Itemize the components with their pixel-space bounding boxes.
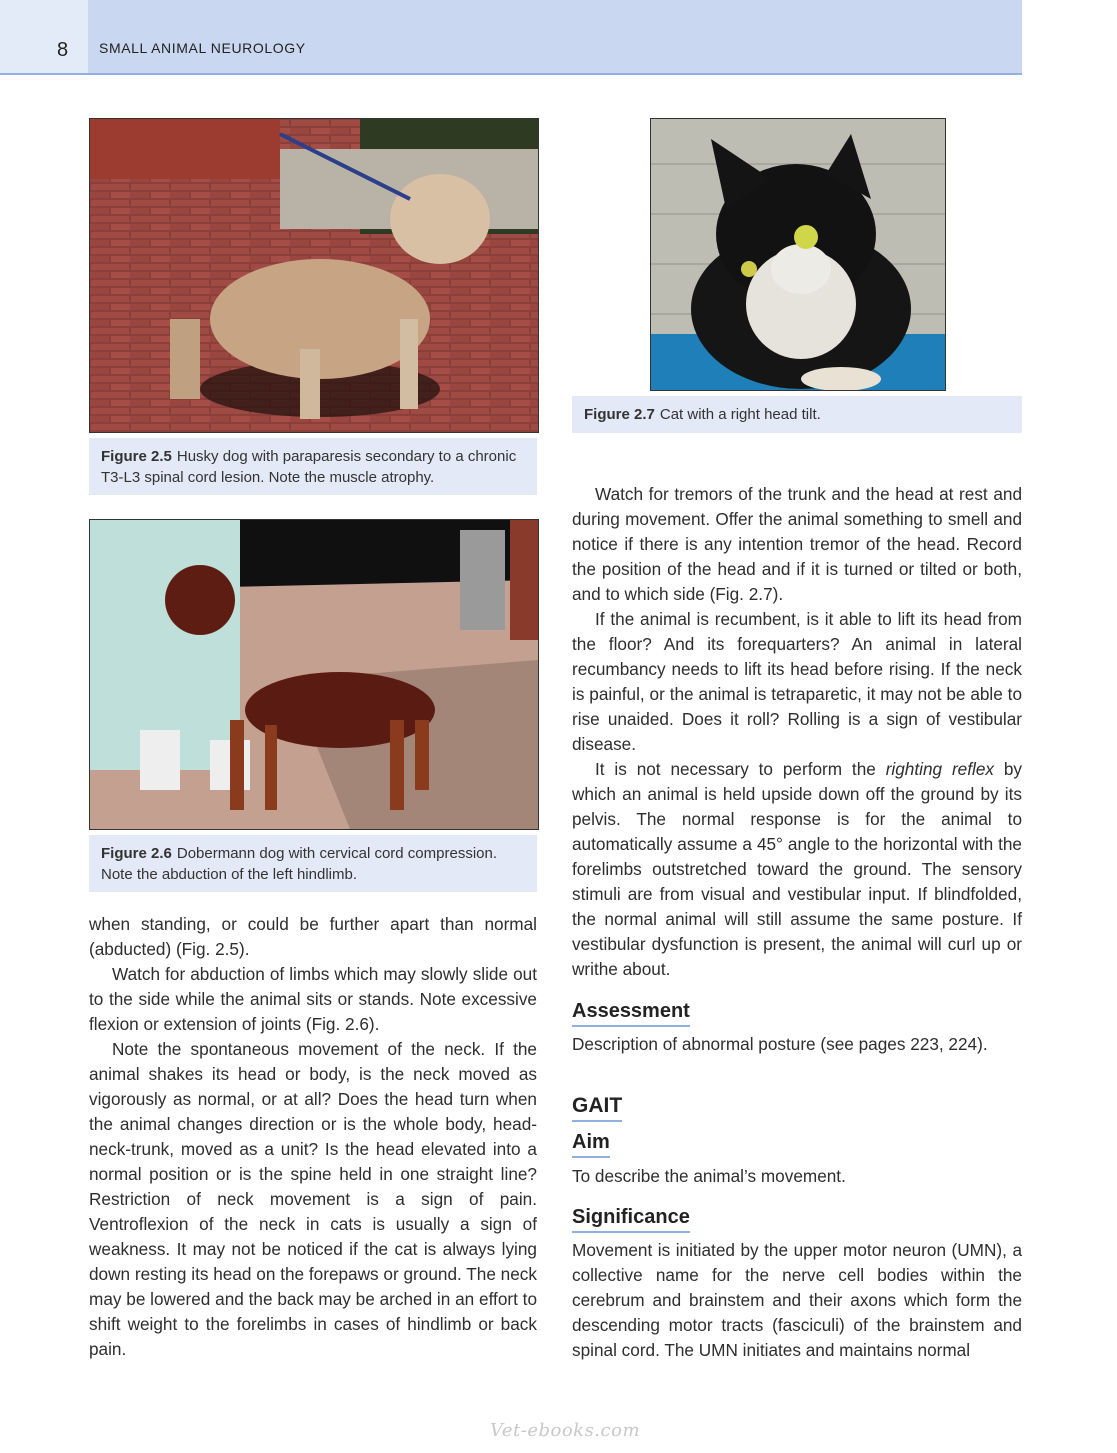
figure-2-5-caption — [89, 438, 537, 495]
figure-2-6-caption — [89, 835, 537, 892]
running-head: SMALL ANIMAL NEUROLOGY — [99, 40, 306, 56]
left-column-text — [89, 912, 537, 1362]
paragraph: If the animal is recumbent, is it able to lift its head from the floor? And its forequarters? An animal in lateral recumbancy needs to lift its head before rising. If the neck is painful, or the animal is tetraparetic, it may not be able to rise unaided. Does it roll? Rolling is a sign of vestibular disease. — [572, 609, 1022, 754]
paragraph-text: It is not necessary to perform the — [595, 759, 886, 779]
figure-caption-text: Cat with a right head tilt. — [659, 406, 821, 423]
aim-text: To describe the animal’s movement. — [572, 1166, 846, 1186]
significance-text: Movement is initiated by the upper motor neuron (UMN), a collective name for the nerve cell bodies within the cerebrum and brainstem and their axons which form the descending motor tracts (fasciculi) of the brainstem and spinal cord. The UMN initiates and maintains normal — [572, 1240, 1022, 1360]
page-number-box — [0, 0, 88, 73]
figure-caption-text: Dobermann dog with cervical cord compression. Note the abduction of the left hindlimb. — [101, 845, 498, 883]
italic-term: righting reflex — [885, 759, 994, 779]
figure-2-7-photo — [650, 118, 946, 391]
watermark-logo: Vet-ebooks.com — [490, 1420, 641, 1441]
right-column-text — [572, 482, 1022, 982]
page-number: 8 — [57, 39, 69, 61]
paragraph: when standing, or could be further apart than normal (abducted) (Fig. 2.5). — [89, 914, 537, 959]
gait-heading: GAIT — [572, 1094, 622, 1122]
figure-label: Figure 2.6 — [101, 845, 172, 862]
figure-label: Figure 2.7 — [584, 406, 655, 423]
page-header — [0, 0, 1022, 75]
figure-2-7-caption — [572, 396, 1022, 433]
assessment-heading: Assessment — [572, 1000, 690, 1027]
paragraph: Note the spontaneous movement of the neck. If the animal shakes its head or body, is the neck moved as vigorously as normal, or at all? Does the head turn when the animal changes direction or is the whole body, head-neck-trunk, moved as a unit? Is the head elevated into a normal position or is the spine held in one straight line? Restriction of neck movement is a sign of pain. Ventroflexion of the neck in cats is usually a sign of weakness. It may not be noticed if the cat is always lying down resting its head on the forepaws or ground. The neck may be lowered and the back may be arched in an effort to shift weight to the forelimbs in cases of hindlimb or back pain. — [89, 1039, 537, 1359]
figure-2-5-photo — [89, 118, 539, 433]
assessment-text: Description of abnormal posture (see pages 223, 224). — [572, 1034, 988, 1054]
aim-heading: Aim — [572, 1131, 610, 1158]
significance-heading: Significance — [572, 1206, 690, 1233]
figure-2-6-photo — [89, 519, 539, 830]
paragraph: Watch for tremors of the trunk and the head at rest and during movement. Offer the animal something to smell and notice if there is any intention tremor of the head. Record the position of the head and if it is turned or tilted or both, and to which side (Fig. 2.7). — [572, 484, 1022, 604]
figure-label: Figure 2.5 — [101, 448, 172, 465]
paragraph-text: by which an animal is held upside down off the ground by its pelvis. The normal response is for the animal to automatically assume a 45° angle to the horizontal with the forelimbs outstretched toward the ground. The sensory stimuli are from visual and vestibular input. If blindfolded, the normal animal will still assume the same posture. If vestibular dysfunction is present, the animal will curl up or writhe about. — [572, 759, 1022, 979]
figure-caption-text: Husky dog with paraparesis secondary to a chronic T3-L3 spinal cord lesion. Note the muscle atrophy. — [101, 448, 517, 486]
paragraph — [572, 757, 1022, 982]
paragraph: Watch for abduction of limbs which may slowly slide out to the side while the animal sits or stands. Note excessive flexion or extension of joints (Fig. 2.6). — [89, 964, 537, 1034]
